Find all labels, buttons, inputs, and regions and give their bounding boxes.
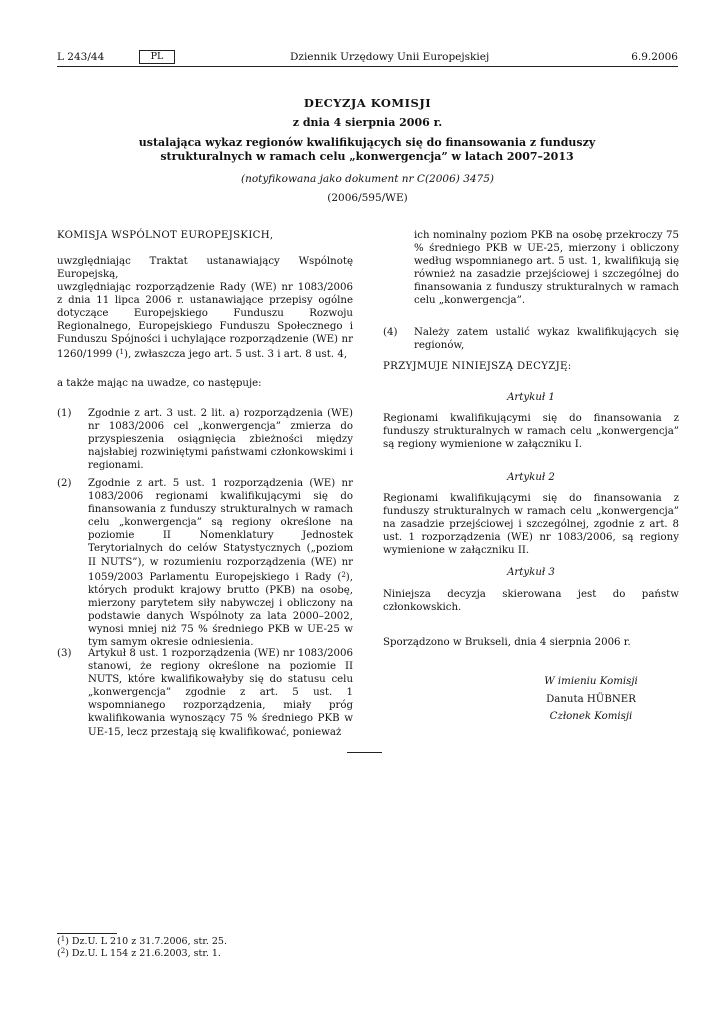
article-1-text: Regionami kwalifikującymi się do finansowania z funduszy strukturalnych w ramach celu „konwergencja” są regiony wymienione w załączniku I. [383, 413, 679, 451]
footnote-2: ($^2$) Dz.U. L 154 z 21.6.2003, str. 1. [57, 947, 221, 959]
recital-1: Zgodnie z art. 3 ust. 2 lit. a) rozporządzenia (WE) nr 1083/2006 cel „konwergencja” zmierza do przyspieszenia osiągnięcia zbieżności między najsłabiej rozwiniętymi państwami członkowskimi i regionami. [88, 408, 353, 472]
recital-3: Artykuł 8 ust. 1 rozporządzenia (WE) nr 1083/2006 stanowi, że regiony określone na poziomie II NUTS, które kwalifikowałyby się do statusu celu „konwergencja” zgodnie z art. 5 ust. 1 wspomnianego rozporządzenia, miały próg kwalifikowania wynoszący 75 % średniego PKB w UE-15, lecz przestają się kwalifikować, ponieważ [88, 648, 353, 738]
decision-title: DECYZJA KOMISJI [303, 96, 432, 110]
article-3-title: Artykuł 3 [507, 567, 555, 578]
end-separator [347, 752, 382, 753]
footnote-1: ($^1$) Dz.U. L 210 z 31.7.2006, str. 25. [57, 935, 227, 947]
language-code: PL [139, 50, 175, 64]
signatory-name: Danuta HÜBNER [546, 694, 636, 705]
decision-date: z dnia 4 sierpnia 2006 r. [292, 116, 443, 129]
article-3-text: Niniejsza decyzja skierowana jest do państw członkowskich. [383, 589, 679, 614]
article-2-text: Regionami kwalifikującymi się do finansowania z funduszy strukturalnych w ramach celu „konwergencja” na zasadzie przejściowej i szczególnej, zgodnie z art. 8 ust. 1 rozporządzenia (WE) nr 1083/2006, są regiony wymienione w załączniku II. [383, 493, 679, 557]
recital-3-number: (3) [57, 648, 72, 659]
signature-for: W imieniu Komisji [544, 676, 638, 687]
recital-4: Należy zatem ustalić wykaz kwalifikujących się regionów, [414, 327, 679, 352]
done-at: Sporządzono w Brukseli, dnia 4 sierpnia 2006 r. [383, 637, 631, 648]
recital-2-number: (2) [57, 478, 72, 489]
commission-heading: KOMISJA WSPÓLNOT EUROPEJSKICH, [57, 230, 274, 241]
treaty-citation: uwzględniając Traktat ustanawiający Wspólnotę Europejską, [57, 256, 353, 281]
recital-2: Zgodnie z art. 5 ust. 1 rozporządzenia (WE) nr 1083/2006 regionami kwalifikującymi się do finansowania z funduszy strukturalnych w ramach celu „konwergencja” są regiony określone na poziomie II Nomenklatury Jednostek Terytorialnych do celów Statystycznych („poziom II NUTS”), w rozumieniu rozporządzenia (WE) nr 1059/2003 Parlamentu Europejskiego i Rady ($^2$), których produkt krajowy brutto (PKB) na osobę, mierzony parytetem siły nabywczej i obliczony na podstawie danych Wspólnoty za lata 2000–2002, wynosi mniej niż 75 % średniego PKB w UE-25 w tym samym okresie odniesienia. [88, 478, 353, 649]
decision-reference: (2006/595/WE) [327, 192, 408, 204]
header-rule [57, 66, 678, 67]
decides-heading: PRZYJMUJE NINIEJSZĄ DECYZJĘ: [383, 361, 572, 372]
article-2-title: Artykuł 2 [507, 472, 555, 483]
journal-name: Dziennik Urzędowy Unii Europejskiej [290, 51, 490, 63]
notification-number: (notyfikowana jako dokument nr C(2006) 3475) [240, 173, 495, 185]
page-reference: L 243/44 [57, 51, 105, 63]
recital-4-number: (4) [383, 327, 398, 338]
recital-1-number: (1) [57, 408, 72, 419]
footnote-rule [57, 933, 117, 934]
issue-date: 6.9.2006 [631, 51, 678, 63]
article-1-title: Artykuł 1 [507, 392, 555, 403]
signatory-role: Członek Komisji [549, 711, 633, 722]
decision-subject: ustalająca wykaz regionów kwalifikujących się do finansowania z funduszy strukturalnych w ramach celu „konwergencja” w latach 2007–2013 [138, 136, 596, 163]
recital-3-continued: ich nominalny poziom PKB na osobę przekroczy 75 % średniego PKB w UE-25, mierzony i obliczony według wspomnianego art. 5 ust. 1, kwalifikują się również na zasadzie przejściowej i szczególnej do finansowania z funduszy strukturalnych w ramach celu „konwergencja”. [414, 230, 679, 307]
whereas-intro: a także mając na uwadze, co następuje: [57, 378, 262, 389]
regulation-citation: uwzględniając rozporządzenie Rady (WE) nr 1083/2006 z dnia 11 lipca 2006 r. ustanawiające przepisy ogólne dotyczące Europejskiego Funduszu Rozwoju Regionalnego, Europejskiego Funduszu Społecznego i Funduszu Spójności i uchylające rozporządzenie (WE) nr 1260/1999 ($^1$), zwłaszcza jego art. 5 ust. 3 i art. 8 ust. 4, [57, 282, 353, 361]
